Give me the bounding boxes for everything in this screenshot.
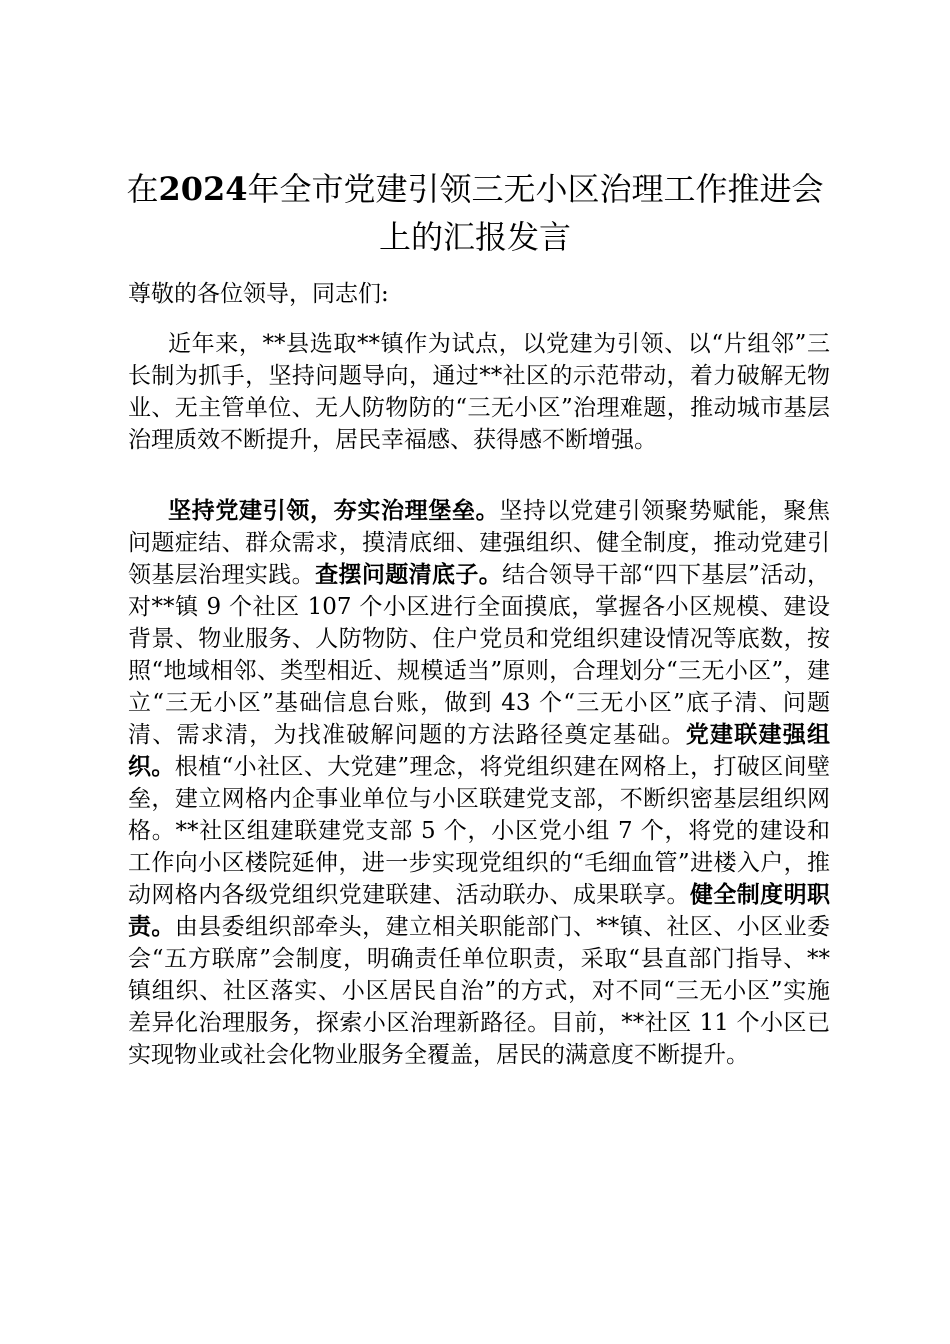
title-rest: 年全市党建引领三无小区治理工作推进会上的汇报发言: [247, 170, 824, 256]
title-year: 2024: [158, 170, 248, 208]
section-text-system-duty: 由县委组织部牵头，建立相关职能部门、**镇、社区、小区业委会“五方联席”会制度，明确责任单位职责，采取“县直部门指导、**镇组织、社区落实、小区居民自治”的方式，对不同“三无小区”实施差异化治理服务，探索小区治理新路径。目前，**社区 11 个小区已实现物业或社会化物业服务全覆盖，居民的满意度不断提升。: [128, 914, 831, 1068]
section-text-joint-building: 根植“小社区、大党建”理念，将党组织建在网格上，打破区间壁垒，建立网格内企事业单位与小区联建党支部，不断织密基层组织网格。**社区组建联建党支部 5 个，小区党小组 7 个，将党的建设和工作向小区楼院延伸，进一步实现党组织的“毛细血管”进楼入户，推动网格内各级党组织党建联建、活动联办、成果联享。: [128, 754, 830, 908]
intro-paragraph: 近年来，**县选取**镇作为试点，以党建为引领、以“片组邻”三长制为抓手，坚持问题导向，通过**社区的示范带动，着力破解无物业、无主管单位、无人防物防的“三无小区”治理难题，推动城市基层治理质效不断提升，居民幸福感、获得感不断增强。: [128, 331, 830, 453]
main-paragraph: [128, 495, 830, 1071]
title-prefix: 在: [126, 170, 159, 208]
section-heading-system-duty: 健全制度明职责。: [128, 881, 831, 940]
salutation: 尊敬的各位领导，同志们:: [128, 281, 389, 307]
section-heading-party-leadership: 坚持党建引领，夯实治理堡垒。: [168, 497, 500, 524]
section-text-party-leadership: 坚持以党建引领聚势赋能，聚焦问题症结、群众需求，摸清底细、建强组织、健全制度，推动党建引领基层治理实践。: [128, 498, 831, 588]
section-text-problem-check: 结合领导干部“四下基层”活动，对**镇 9 个社区 107 个小区进行全面摸底，掌握各小区规模、建设背景、物业服务、人防物防、住户党员和党组织建设情况等底数，按照“地域相邻、类型相近、规模适当”原则，合理划分“三无小区”，建立“三无小区”基础信息台账，做到 43 个“三无小区”底子清、问题清、需求清，为找准破解问题的方法路径奠定基础。: [128, 562, 830, 748]
section-heading-problem-check: 查摆问题清底子。: [315, 561, 503, 588]
section-heading-joint-building: 党建联建强组织。: [128, 721, 830, 780]
document-title: [120, 165, 830, 261]
